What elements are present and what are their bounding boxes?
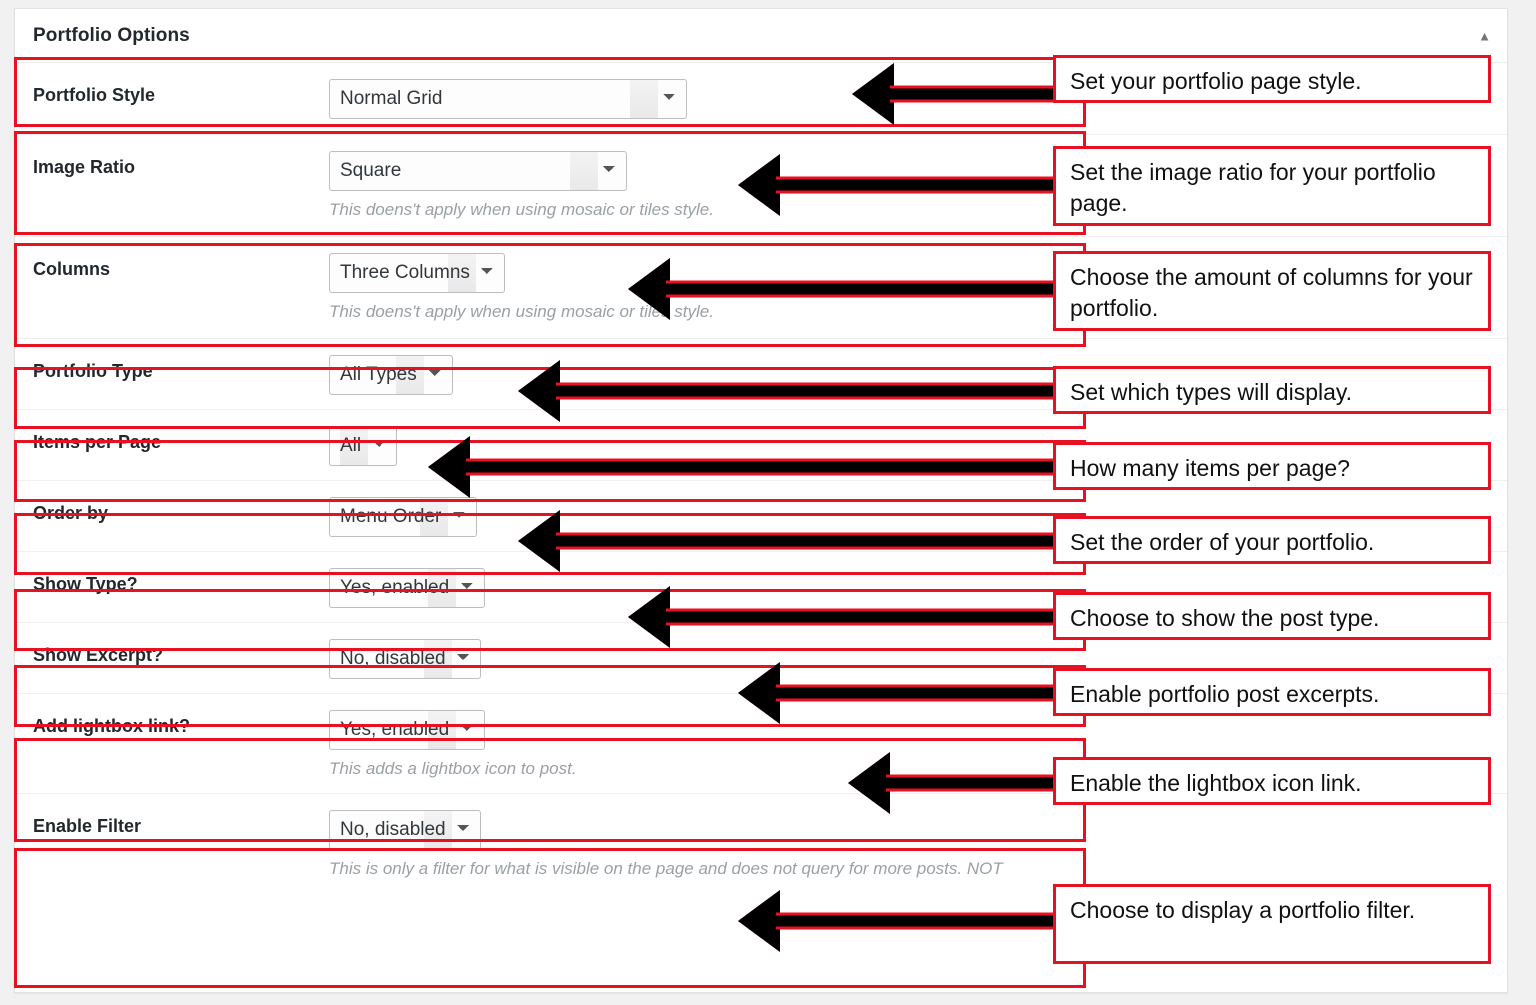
row-label: Show Type? (33, 574, 138, 594)
image-ratio-select[interactable] (329, 151, 627, 191)
arrow-items-per-page (428, 436, 1058, 498)
arrow-show-type (628, 586, 1058, 648)
row-field (329, 810, 1489, 879)
row-label: Order by (33, 503, 109, 523)
chevron-up-icon[interactable]: ▲ (1478, 28, 1491, 43)
columns-select[interactable] (329, 253, 505, 293)
arrow-portfolio-style (852, 63, 1058, 125)
callout-order-by: Set the order of your portfolio. (1053, 516, 1491, 564)
callout-image-ratio: Set the image ratio for your portfolio page. (1053, 146, 1491, 226)
arrow-portfolio-type (518, 360, 1058, 422)
callout-items-per-page: How many items per page? (1053, 442, 1491, 490)
row-label: Add lightbox link? (33, 716, 190, 736)
row-label: Show Excerpt? (33, 645, 164, 665)
callout-enable-filter: Choose to display a portfolio filter. (1053, 884, 1491, 964)
show-excerpt-select[interactable] (329, 639, 481, 679)
row-label: Enable Filter (33, 816, 142, 836)
callout-portfolio-type: Set which types will display. (1053, 366, 1491, 414)
row-label: Columns (33, 259, 111, 279)
page-title: Portfolio Options (33, 24, 190, 46)
arrow-add-lightbox-link (848, 752, 1058, 814)
show-type-select[interactable] (329, 568, 485, 608)
order-by-select[interactable] (329, 497, 477, 537)
arrow-show-excerpt (738, 662, 1058, 724)
row-label: Portfolio Style (33, 85, 156, 105)
portfolio-type-select[interactable] (329, 355, 453, 395)
arrow-columns (628, 258, 1058, 320)
field-note: This doens't apply when using mosaic or tiles style. (329, 200, 714, 219)
arrow-enable-filter (738, 890, 1058, 952)
callout-show-excerpt: Enable portfolio post excerpts. (1053, 668, 1491, 716)
callout-columns: Choose the amount of columns for your portfolio. (1053, 251, 1491, 331)
row-label: Image Ratio (33, 157, 136, 177)
row-label: Items per Page (33, 432, 162, 452)
arrow-order-by (518, 510, 1058, 572)
enable-filter-select[interactable] (329, 810, 481, 850)
row-enable-filter (15, 794, 1507, 894)
items-per-page-select[interactable] (329, 426, 397, 466)
row-label: Portfolio Type (33, 361, 153, 381)
portfolio-style-select[interactable] (329, 79, 687, 119)
field-note: This doens't apply when using mosaic or tiles style. (329, 302, 714, 321)
callout-add-lightbox-link: Enable the lightbox icon link. (1053, 757, 1491, 805)
add-lightbox-link-select[interactable] (329, 710, 485, 750)
callout-portfolio-style: Set your portfolio page style. (1053, 55, 1491, 103)
field-note: This adds a lightbox icon to post. (329, 759, 577, 778)
arrow-image-ratio (738, 154, 1058, 216)
callout-show-type: Choose to show the post type. (1053, 592, 1491, 640)
field-note: This is only a filter for what is visible on the page and does not query for more posts. NOT (329, 859, 1003, 878)
